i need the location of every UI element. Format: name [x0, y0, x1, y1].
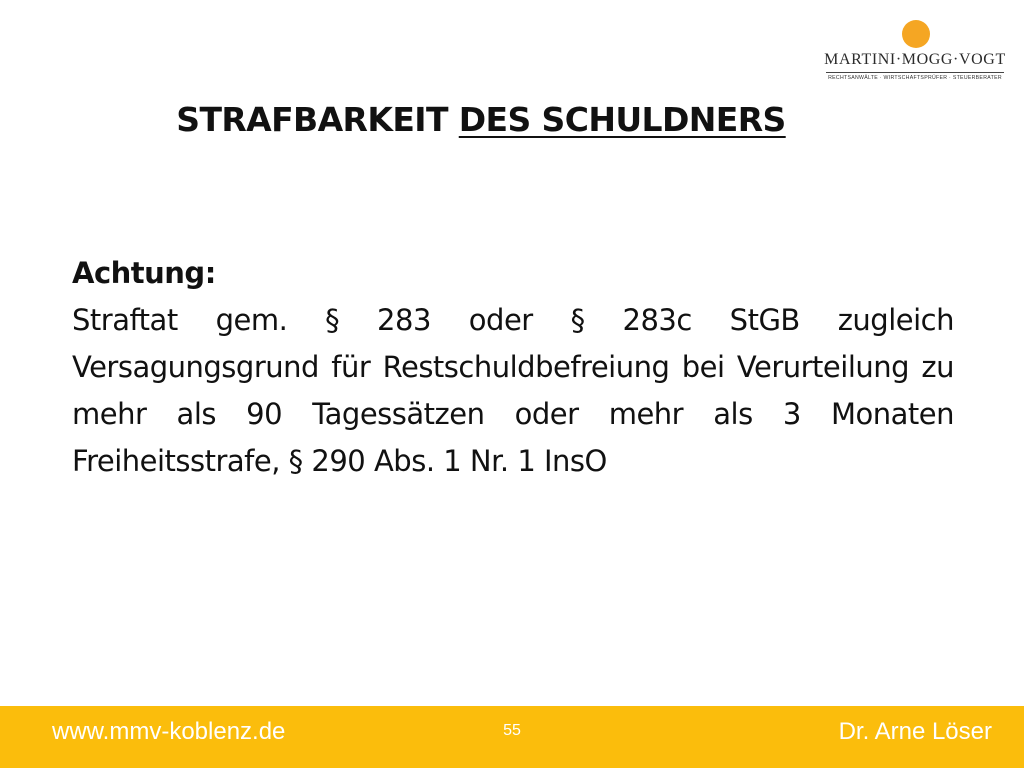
logo-name: MARTINI·MOGG·VOGT — [824, 51, 1006, 68]
logo-divider — [826, 72, 1004, 73]
footer-author: Dr. Arne Löser — [838, 718, 992, 745]
body-paragraph: Straftat gem. § 283 oder § 283c StGB zugleich Versagungsgrund für Restschuldbefreiung bei Verurteilung zu mehr als 90 Tagessätzen oder mehr als 3 Monaten Freiheitsstrafe, § 290 Abs. 1 Nr. 1 InsO — [72, 303, 954, 478]
company-logo — [822, 18, 1008, 84]
title-part-plain: STRAFBARKEIT — [176, 100, 459, 139]
footer-bar — [0, 706, 1024, 768]
slide-body — [72, 250, 954, 485]
footer-url: www.mmv-koblenz.de — [52, 718, 286, 745]
page-number: 55 — [503, 722, 521, 739]
body-heading: Achtung: — [72, 256, 216, 290]
logo-tagline: RECHTSANWÄLTE · WIRTSCHAFTSPRÜFER · STEUERBERATER — [828, 75, 1002, 81]
title-part-underlined: DES SCHULDNERS — [458, 100, 786, 139]
logo-dot-icon — [902, 20, 930, 48]
slide-title — [0, 100, 962, 139]
